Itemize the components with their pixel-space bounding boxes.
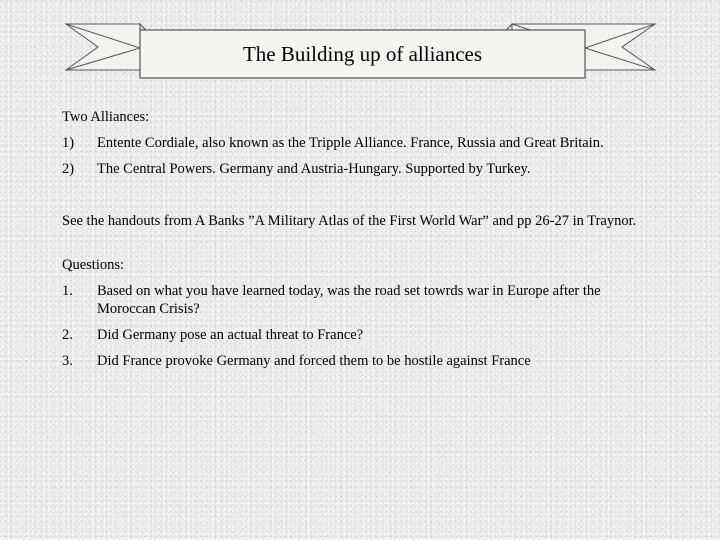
alliances-heading: Two Alliances:	[62, 109, 150, 125]
questions-heading: Questions:	[62, 257, 125, 273]
question-item-text: Did France provoke Germany and forced them to be hostile against France	[97, 353, 531, 369]
question-item-number: 2.	[62, 327, 73, 343]
alliance-item-text: Entente Cordiale, also known as the Tripple Alliance. France, Russia and Great Britain.	[97, 135, 604, 151]
alliance-item-text: The Central Powers. Germany and Austria-Hungary. Supported by Turkey.	[97, 161, 531, 177]
alliance-item	[62, 134, 662, 152]
alliance-item-number: 2)	[62, 161, 75, 177]
question-item-text: Did Germany pose an actual threat to France?	[97, 327, 364, 343]
question-item	[62, 326, 662, 344]
title-banner	[0, 0, 720, 100]
question-item-number: 1.	[62, 283, 73, 299]
alliance-item-number: 1)	[62, 135, 75, 151]
question-item-number: 3.	[62, 353, 73, 369]
handouts-paragraph: See the handouts from A Banks ”A Military Atlas of the First World War” and pp 26-27 in Traynor.	[62, 213, 637, 229]
alliance-item	[62, 160, 662, 178]
slide-title: The Building up of alliances	[242, 41, 483, 66]
slide-body	[62, 108, 662, 378]
question-item	[62, 352, 662, 370]
question-item-text: Based on what you have learned today, was the road set towrds war in Europe after the Moroccan Crisis?	[97, 283, 601, 317]
question-item	[62, 282, 662, 318]
